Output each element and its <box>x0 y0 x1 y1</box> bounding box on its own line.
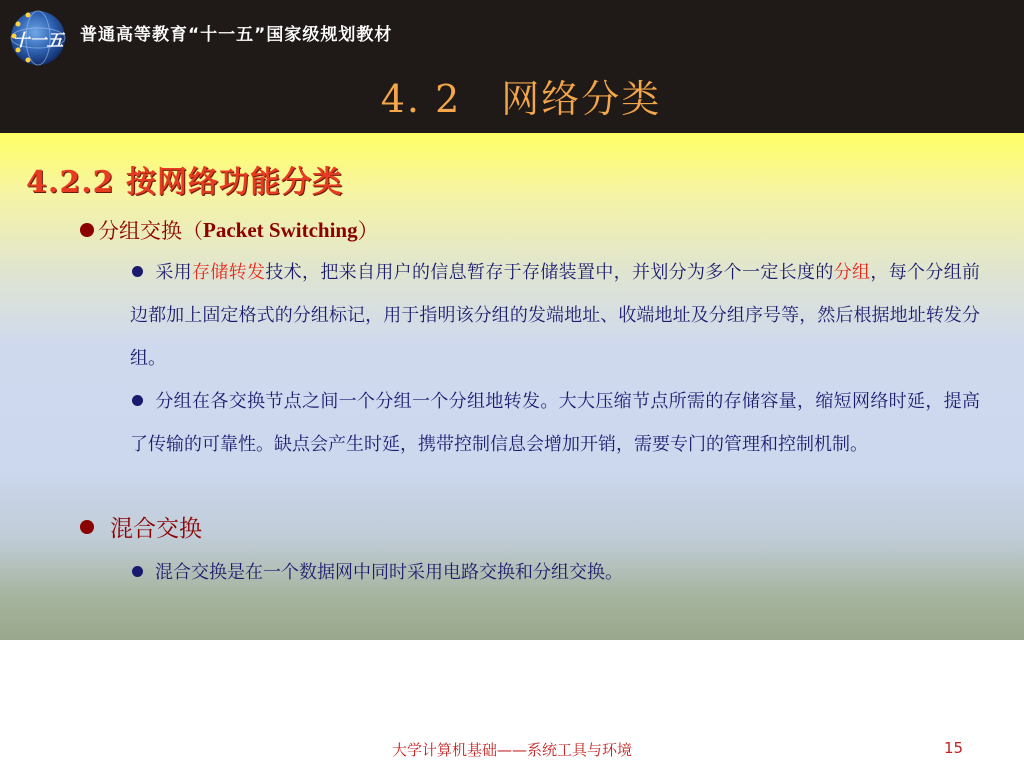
bullet-dot-icon <box>132 266 143 277</box>
para1-post: ，每个分组前边都加上固定格式的分组标记，用于指明该分组的发端地址、收端地址及分组序号等，然后根据地址转发分组。 <box>130 262 981 369</box>
bullet-label-en: Packet Switching <box>203 217 358 242</box>
header-bar <box>0 0 1024 133</box>
bullet-label-cn: 分组交换（ <box>98 219 203 243</box>
page-number: 15 <box>944 739 964 757</box>
highlight-store-and-forward: 存储转发 <box>192 262 266 283</box>
bullet-hybrid-switching <box>80 510 202 543</box>
highlight-packet: 分组 <box>833 262 871 283</box>
bullet-dot-icon <box>132 395 143 406</box>
paragraph-packet-forwarding <box>130 380 980 466</box>
paragraph-hybrid-switching <box>130 551 980 594</box>
bullet-dot-icon <box>80 520 94 534</box>
bullet-label-close: ） <box>357 219 379 243</box>
footer-course-title: 大学计算机基础——系统工具与环境 <box>391 741 632 759</box>
section-heading: 4.2.2 按网络功能分类 <box>26 165 343 200</box>
series-title: 普通高等教育“十一五”国家级规划教材 <box>80 25 393 45</box>
para1-mid: 技术，把来自用户的信息暂存于存储装置中，并划分为多个一定长度的 <box>265 262 834 283</box>
bullet-label-hybrid: 混合交换 <box>110 516 202 542</box>
para1-pre: 采用 <box>155 262 192 283</box>
bullet-packet-switching <box>80 215 379 245</box>
para2-text: 分组在各交换节点之间一个分组一个分组地转发。大大压缩节点所需的存储容量，缩短网络时延，提高了传输的可靠性。缺点会产生时延，携带控制信息会增加开销，需要专门的管理和控制机制。 <box>130 391 980 455</box>
bullet-dot-icon <box>132 566 143 577</box>
eleventh-five-year-logo <box>4 6 70 68</box>
slide-title: 4. 2 网络分类 <box>380 77 662 121</box>
content-panel <box>0 133 1024 640</box>
logo-text: 十一五 <box>12 31 64 51</box>
para3-text: 混合交换是在一个数据网中同时采用电路交换和分组交换。 <box>155 562 623 583</box>
paragraph-store-and-forward <box>130 251 980 380</box>
bullet-dot-icon <box>80 223 94 237</box>
